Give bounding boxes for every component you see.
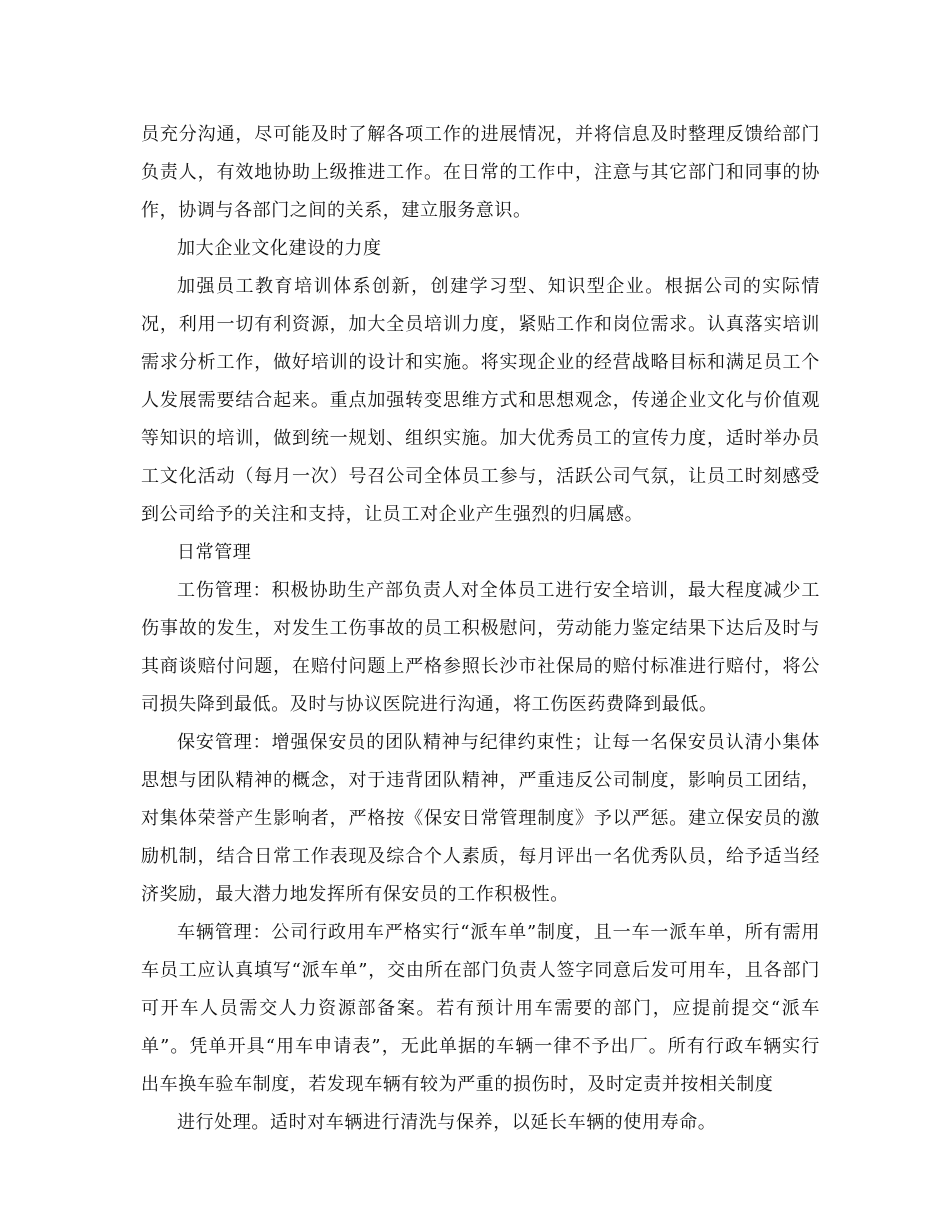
paragraph-vehicles-maintenance: 进行处理。适时对车辆进行清洗与保养，以延长车辆的使用寿命。	[177, 1112, 717, 1133]
paragraph-training: 加强员工教育培训体系创新，创建学习型、知识型企业。根据公司的实际情况，利用一切有利资源，加大全员培训力度，紧贴工作和岗位需求。认真落实培训需求分析工作，做好培训的设计和实施。将实现企业的经营战略目标和满足员工个人发展需要结合起来。重点加强转变思维方式和思想观念，传递企业文化与价值观等知识的培训，做到统一规划、组织实施。加大优秀员工的宣传力度，适时举办员工文化活动（每月一次）号召公司全体员工参与，活跃公司气氛，让员工时刻感受到公司给予的关注和支持，让员工对企业产生强烈的归属感。	[141, 276, 820, 525]
paragraph-communication-continued: 员充分沟通，尽可能及时了解各项工作的进展情况，并将信息及时整理反馈给部门负责人，有效地协助上级推进工作。在日常的工作中，注意与其它部门和同事的协作，协调与各部门之间的关系，建立服务意识。	[141, 124, 820, 221]
paragraph-work-injury: 工伤管理：积极协助生产部负责人对全体员工进行安全培训，最大程度减少工伤事故的发生，对发生工伤事故的员工积极慰问，劳动能力鉴定结果下达后及时与其商谈赔付问题，在赔付问题上严格参照长沙市社保局的赔付标准进行赔付，将公司损失降到最低。及时与协议医院进行沟通，将工伤医药费降到最低。	[141, 580, 820, 715]
paragraph-security: 保安管理：增强保安员的团队精神与纪律约束性；让每一名保安员认清小集体思想与团队精神的概念，对于违背团队精神，严重违反公司制度，影响员工团结，对集体荣誉产生影响者，严格按《保安日常管理制度》予以严惩。建立保安员的激励机制，结合日常工作表现及综合个人素质，每月评出一名优秀队员，给予适当经济奖励，最大潜力地发挥所有保安员的工作积极性。	[141, 732, 820, 905]
section-heading-daily-management: 日常管理	[177, 542, 252, 563]
paragraph-vehicles: 车辆管理：公司行政用车严格实行“派车单”制度，且一车一派车单，所有需用车员工应认真填写“派车单”，交由所在部门负责人签字同意后发可用车，且各部门可开车人员需交人力资源部备案。若有预计用车需要的部门，应提前提交“派车单”。凭单开具“用车申请表”，无此单据的车辆一律不予出厂。所有行政车辆实行出车换车验车制度，若发现车辆有较为严重的损伤时，及时定责并按相关制度	[141, 922, 820, 1095]
section-heading-corporate-culture: 加大企业文化建设的力度	[177, 238, 382, 259]
